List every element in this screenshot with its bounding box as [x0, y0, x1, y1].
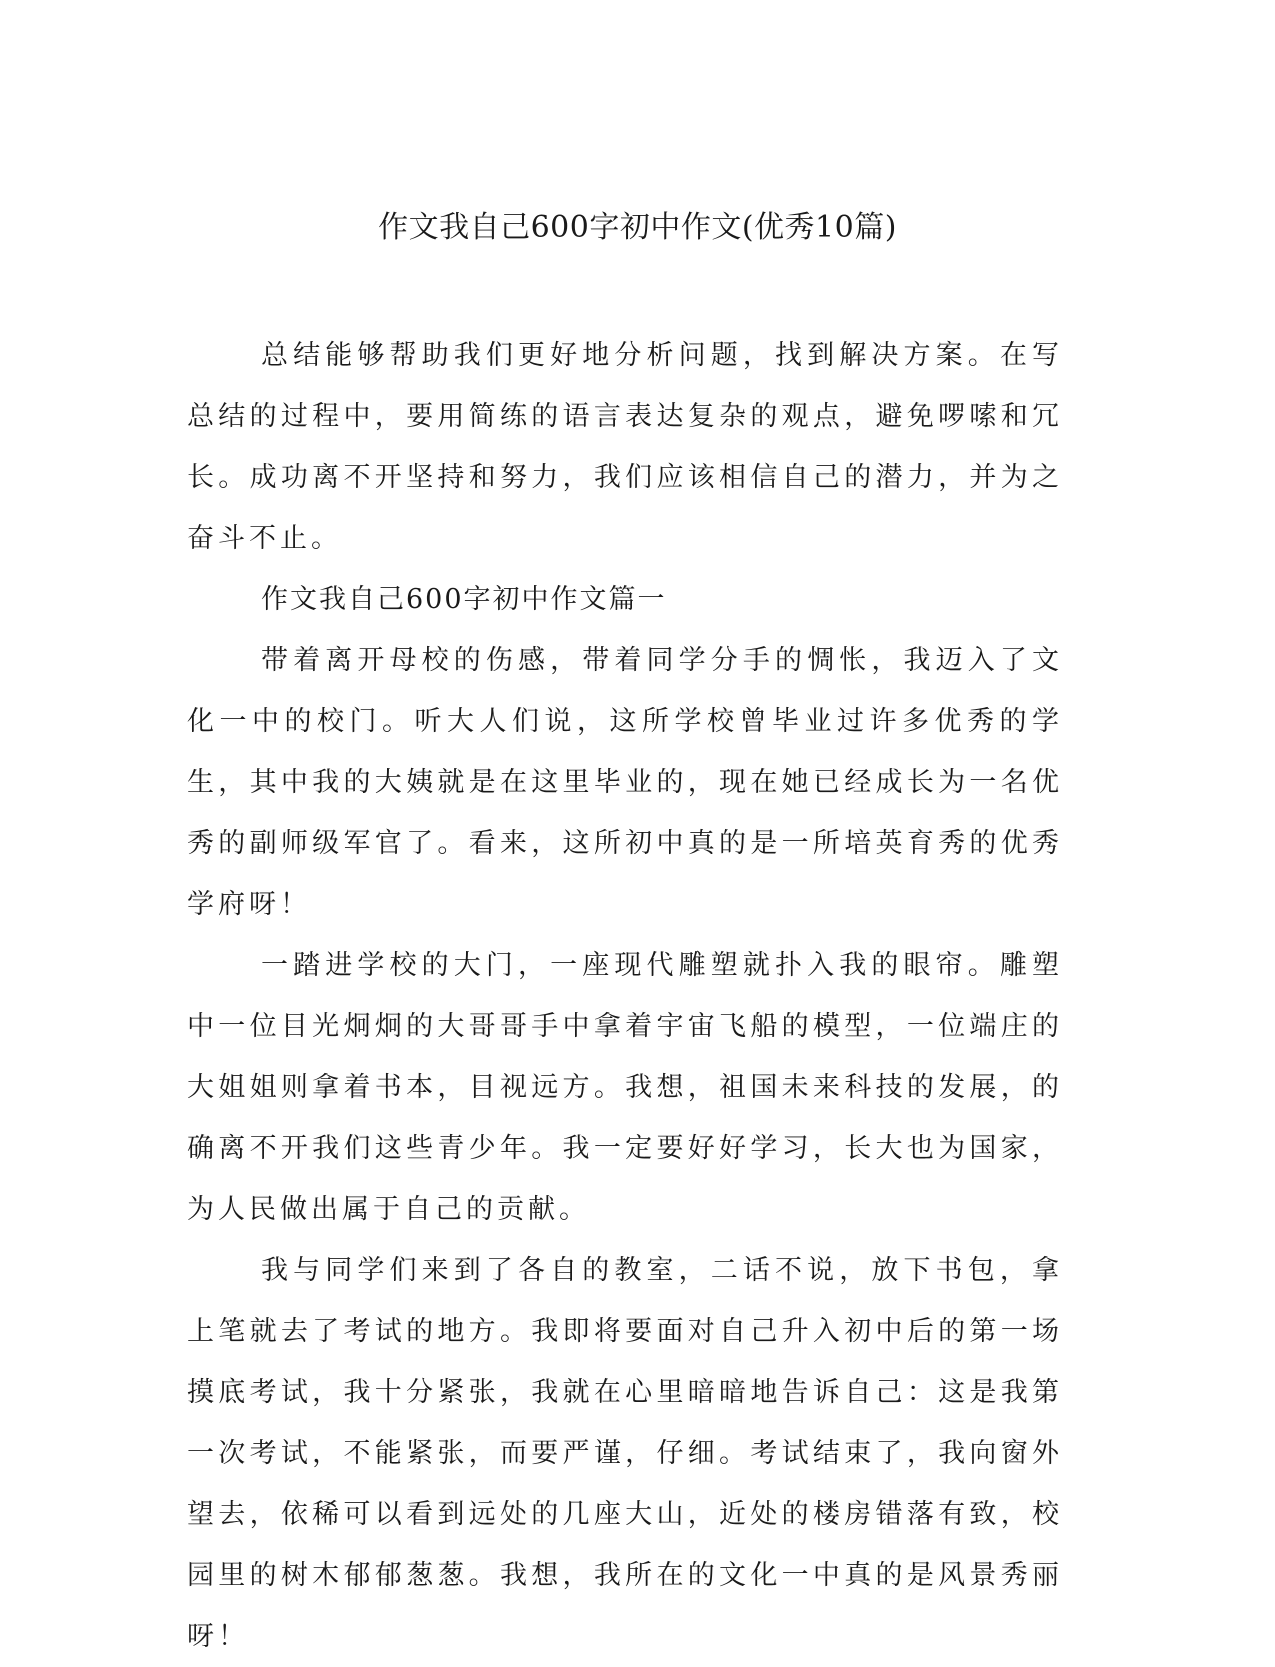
- body-paragraph: 一踏进学校的大门，一座现代雕塑就扑入我的眼帘。雕塑中一位目光炯炯的大哥哥手中拿着宇宙飞船的模型，一位端庄的大姐姐则拿着书本，目视远方。我想，祖国未来科技的发展，的确离不开我们这些青少年。我一定要好好学习，长大也为国家，为人民做出属于自己的贡献。: [187, 950, 1063, 1225]
- document-body: [187, 325, 1063, 1667]
- intro-paragraph: 总结能够帮助我们更好地分析问题，找到解决方案。在写总结的过程中，要用简练的语言表达复杂的观点，避免啰嗦和冗长。成功离不开坚持和努力，我们应该相信自己的潜力，并为之奋斗不止。: [187, 340, 1063, 554]
- body-paragraph: 我与同学们来到了各自的教室，二话不说，放下书包，拿上笔就去了考试的地方。我即将要面对自己升入初中后的第一场摸底考试，我十分紧张，我就在心里暗暗地告诉自己：这是我第一次考试，不能紧张，而要严谨，仔细。考试结束了，我向窗外望去，依稀可以看到远处的几座大山，近处的楼房错落有致，校园里的树木郁郁葱葱。我想，我所在的文化一中真的是风景秀丽呀！: [187, 1255, 1063, 1652]
- section-heading: 作文我自己600字初中作文篇一: [261, 584, 667, 615]
- document-title: 作文我自己600字初中作文(优秀10篇): [378, 210, 897, 245]
- body-paragraph: 带着离开母校的伤感，带着同学分手的惆怅，我迈入了文化一中的校门。听大人们说，这所学校曾毕业过许多优秀的学生，其中我的大姨就是在这里毕业的，现在她已经成长为一名优秀的副师级军官了。看来，这所初中真的是一所培英育秀的优秀学府呀！: [187, 645, 1063, 920]
